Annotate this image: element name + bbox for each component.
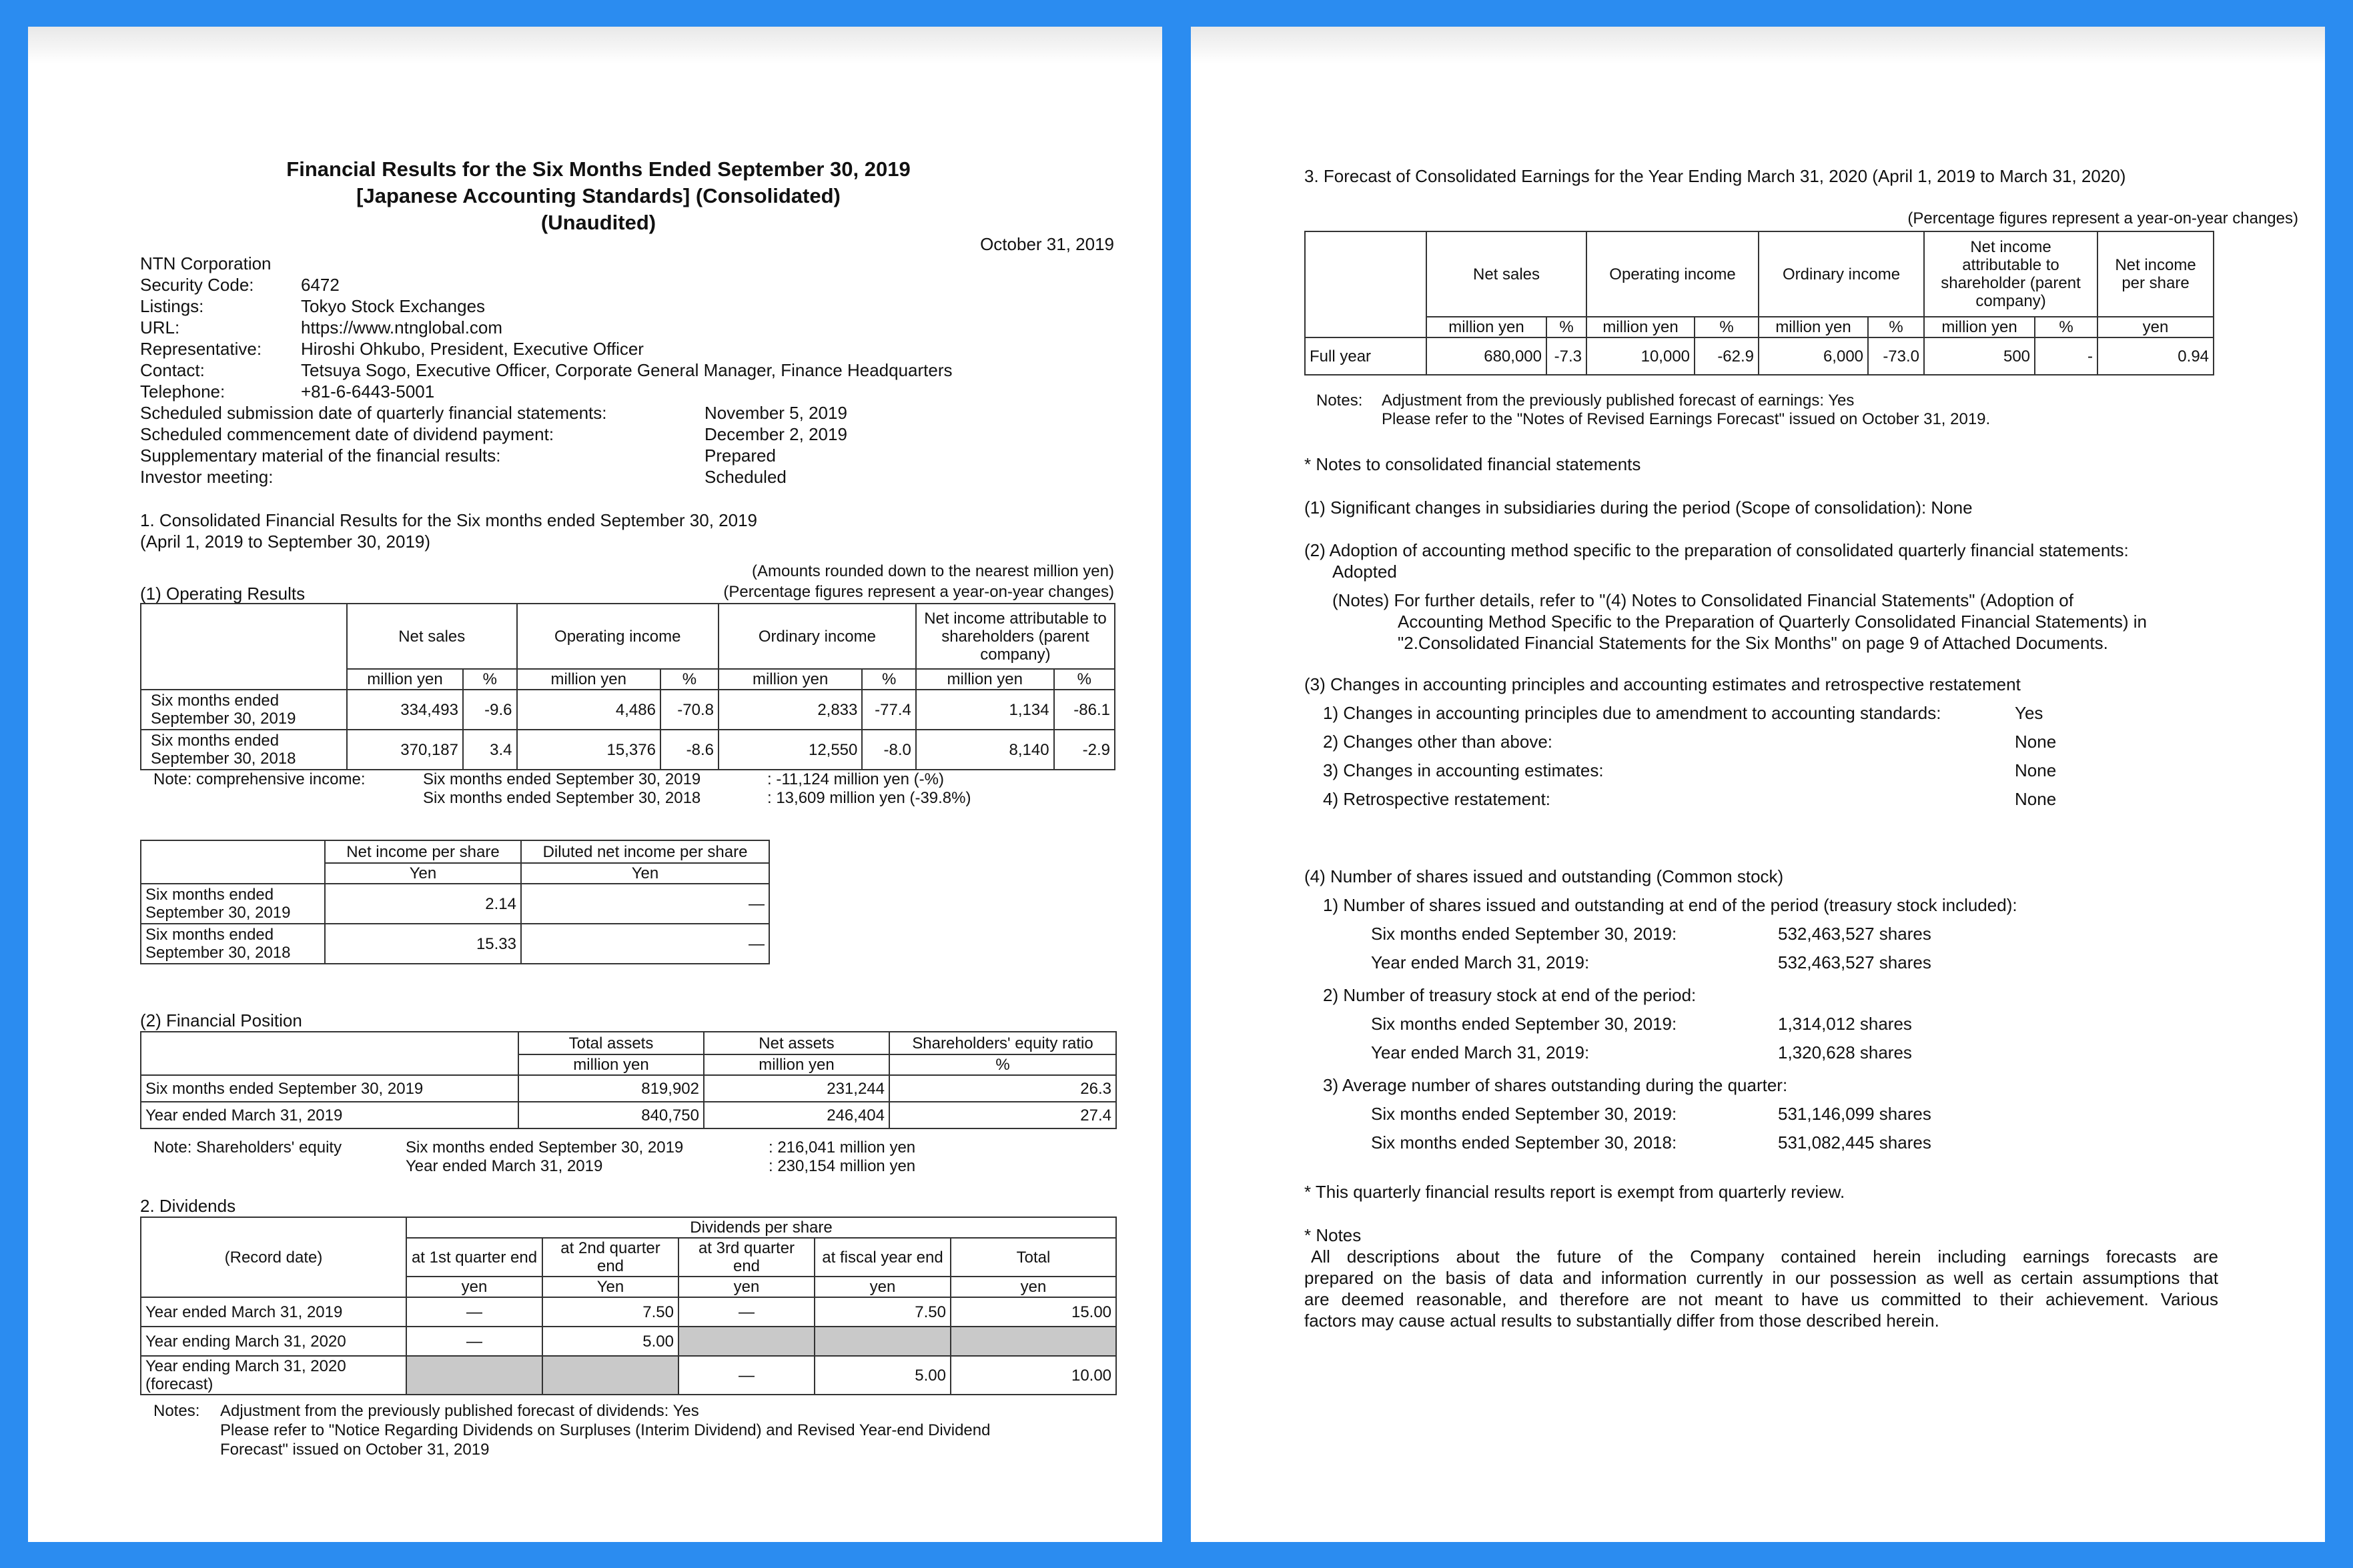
- unit-cell: million yen: [719, 669, 862, 690]
- cell: 1,134: [916, 690, 1054, 730]
- note-2a: (2) Adoption of accounting method specific to the preparation of consolidated quarterly financial statements:: [1304, 540, 2129, 560]
- cell: 334,493: [347, 690, 463, 730]
- dividends-table: [140, 1217, 1117, 1395]
- col-header: Operating income: [517, 604, 719, 669]
- cell: 819,902: [518, 1075, 704, 1102]
- schedule-label: Scheduled submission date of quarterly financial statements:: [140, 403, 607, 423]
- shares-label: Six months ended September 30, 2019:: [1371, 924, 1677, 944]
- col-header: Net sales: [347, 604, 517, 669]
- comprehensive-note-key: Six months ended September 30, 2018: [423, 789, 701, 807]
- info-label: Security Code:: [140, 275, 254, 295]
- cell: -8.0: [862, 730, 916, 770]
- dividends-title: 2. Dividends: [140, 1196, 236, 1216]
- row-label: Six months ended September 30, 2018: [141, 924, 325, 964]
- amounts-note: (Amounts rounded down to the nearest million yen): [752, 562, 1114, 580]
- title-line-3: (Unaudited): [540, 211, 656, 234]
- table-row: [141, 1075, 1116, 1102]
- forecast-notes-label: Notes:: [1316, 391, 1363, 410]
- shares-value: 532,463,527 shares: [1778, 924, 1931, 944]
- unit-cell: %: [1054, 669, 1115, 690]
- unit-cell: %: [1695, 317, 1759, 337]
- pct-note: (Percentage figures represent a year-on-year changes): [723, 583, 1114, 601]
- forecast-title: 3. Forecast of Consolidated Earnings for the Year Ending March 31, 2020 (April 1, 2019 to March 31, 2020): [1304, 166, 2126, 186]
- unit-cell: million yen: [916, 669, 1054, 690]
- cell: —: [678, 1297, 815, 1327]
- table-row: [141, 1297, 1116, 1327]
- cell: 3.4: [463, 730, 517, 770]
- shaded-cell: [542, 1356, 678, 1395]
- corner-cell: [141, 1032, 518, 1075]
- shaded-cell: [815, 1327, 951, 1356]
- corner-cell: [141, 604, 347, 690]
- record-date-header: (Record date): [141, 1217, 406, 1297]
- left-page: [28, 27, 1162, 1542]
- col-header: Operating income: [1586, 231, 1759, 317]
- cell: 7.50: [815, 1297, 951, 1327]
- note-1: (1) Significant changes in subsidiaries during the period (Scope of consolidation): None: [1304, 498, 1973, 518]
- cell: 15,376: [517, 730, 660, 770]
- unit-cell: Yen: [542, 1277, 678, 1297]
- schedule-label: Investor meeting:: [140, 467, 274, 487]
- forecast-table: [1304, 231, 2214, 375]
- comprehensive-note-value: : 13,609 million yen (-39.8%): [767, 789, 971, 807]
- notes2-title: * Notes: [1304, 1225, 1362, 1245]
- equity-note-value: : 216,041 million yen: [769, 1138, 916, 1156]
- eps-table: [140, 840, 770, 964]
- comprehensive-note-key: Six months ended September 30, 2019: [423, 770, 701, 788]
- col-header: Total: [951, 1238, 1116, 1277]
- col-header: Net income attributable to shareholders (parent company): [916, 604, 1115, 669]
- info-value: 6472: [301, 275, 340, 295]
- forecast-pct-note: (Percentage figures represent a year-on-year changes): [1907, 209, 2298, 227]
- dividends-notes-label: Notes:: [153, 1402, 200, 1420]
- cell: 6,000: [1759, 337, 1868, 375]
- shaded-cell: [406, 1356, 542, 1395]
- cell: 2,833: [719, 690, 862, 730]
- equity-note-key: Six months ended September 30, 2019: [406, 1138, 684, 1156]
- cell: 680,000: [1426, 337, 1546, 375]
- unit-cell: %: [463, 669, 517, 690]
- cell: 7.50: [542, 1297, 678, 1327]
- table-row: [141, 1102, 1116, 1128]
- note-3-item-value: None: [2015, 732, 2057, 752]
- unit-cell: Yen: [521, 863, 769, 884]
- schedule-value: Scheduled: [704, 467, 787, 487]
- report-date: October 31, 2019: [980, 234, 1114, 254]
- unit-cell: %: [660, 669, 719, 690]
- row-label: Year ending March 31, 2020: [141, 1327, 406, 1356]
- shares-value: 531,082,445 shares: [1778, 1132, 1931, 1152]
- dividends-note-2: Please refer to "Notice Regarding Dividends on Surpluses (Interim Dividend) and Revised Year-end Dividend: [220, 1421, 991, 1439]
- cell: 15.33: [325, 924, 521, 964]
- note-4: (4) Number of shares issued and outstanding (Common stock): [1304, 866, 1784, 886]
- unit-cell: yen: [406, 1277, 542, 1297]
- notes2-body-line: All descriptions about the future of the Company contained herein including earnings forecasts are: [1311, 1247, 2218, 1267]
- notes-title: * Notes to consolidated financial statements: [1304, 454, 1641, 474]
- table-row: [141, 690, 1115, 730]
- col-header: Diluted net income per share: [521, 840, 769, 863]
- col-header: Shareholders' equity ratio: [889, 1032, 1116, 1054]
- shares-value: 531,146,099 shares: [1778, 1104, 1931, 1124]
- info-label: URL:: [140, 317, 180, 337]
- financial-position-table: [140, 1031, 1117, 1129]
- note-4-3: 3) Average number of shares outstanding during the quarter:: [1323, 1075, 1788, 1095]
- cell: 15.00: [951, 1297, 1116, 1327]
- cell: 5.00: [542, 1327, 678, 1356]
- cell: —: [406, 1297, 542, 1327]
- dividends-note-1: Adjustment from the previously published forecast of dividends: Yes: [220, 1402, 699, 1420]
- exempt-note: * This quarterly financial results report is exempt from quarterly review.: [1304, 1182, 1845, 1202]
- comprehensive-note-value: : -11,124 million yen (-%): [767, 770, 944, 788]
- cell: 840,750: [518, 1102, 704, 1128]
- table-row: [141, 924, 769, 964]
- notes2-body-line: factors may cause actual results to substantially differ from those described herein.: [1304, 1311, 1939, 1331]
- note-3-item-label: 2) Changes other than above:: [1323, 732, 1553, 752]
- table-row: [1305, 337, 2214, 375]
- cell: 0.94: [2097, 337, 2214, 375]
- col-header: Net income per share: [325, 840, 521, 863]
- cell: -: [2035, 337, 2097, 375]
- cell: —: [521, 924, 769, 964]
- table-row: [141, 1327, 1116, 1356]
- note-4-1: 1) Number of shares issued and outstanding at end of the period (treasury stock included):: [1323, 895, 2017, 915]
- info-value: Tetsuya Sogo, Executive Officer, Corporate General Manager, Finance Headquarters: [301, 360, 953, 380]
- unit-cell: %: [1868, 317, 1924, 337]
- info-label: Telephone:: [140, 381, 225, 402]
- cell: —: [406, 1327, 542, 1356]
- shares-value: 1,320,628 shares: [1778, 1042, 1912, 1062]
- unit-cell: million yen: [347, 669, 463, 690]
- unit-cell: %: [2035, 317, 2097, 337]
- unit-cell: million yen: [1586, 317, 1695, 337]
- row-label: Year ending March 31, 2020 (forecast): [141, 1356, 406, 1395]
- schedule-label: Supplementary material of the financial results:: [140, 446, 501, 466]
- note-3-item-label: 1) Changes in accounting principles due to amendment to accounting standards:: [1323, 703, 1941, 723]
- shares-label: Year ended March 31, 2019:: [1371, 1042, 1590, 1062]
- info-label: Representative:: [140, 339, 262, 359]
- row-label: Year ended March 31, 2019: [141, 1102, 518, 1128]
- col-header: at 1st quarter end: [406, 1238, 542, 1277]
- forecast-note-1: Adjustment from the previously published forecast of earnings: Yes: [1382, 391, 1855, 410]
- note-3-item-value: Yes: [2015, 703, 2043, 723]
- equity-note-label: Note: Shareholders' equity: [153, 1138, 342, 1156]
- cell: -77.4: [862, 690, 916, 730]
- shares-label: Six months ended September 30, 2019:: [1371, 1014, 1677, 1034]
- dividends-per-share-header: Dividends per share: [406, 1217, 1116, 1238]
- unit-cell: %: [889, 1054, 1116, 1075]
- cell: 2.14: [325, 884, 521, 924]
- cell: —: [521, 884, 769, 924]
- unit-cell: million yen: [1426, 317, 1546, 337]
- cell: 10,000: [1586, 337, 1695, 375]
- cell: 8,140: [916, 730, 1054, 770]
- notes2-body-line: prepared on the basis of data and information currently in our possession as well as certain assumptions that: [1304, 1268, 2218, 1288]
- note-2b: Adopted: [1332, 562, 1397, 582]
- cell: 5.00: [815, 1356, 951, 1395]
- info-value: Tokyo Stock Exchanges: [301, 296, 486, 316]
- row-label: Six months ended September 30, 2018: [141, 730, 347, 770]
- note-2-notes-1: (Notes) For further details, refer to "(4) Notes to Consolidated Financial Statements" (Adoption of: [1332, 590, 2073, 610]
- cell: 27.4: [889, 1102, 1116, 1128]
- unit-cell: yen: [951, 1277, 1116, 1297]
- corner-cell: [141, 840, 325, 884]
- note-3-item-value: None: [2015, 789, 2057, 809]
- shares-label: Six months ended September 30, 2018:: [1371, 1132, 1677, 1152]
- table-row: [141, 884, 769, 924]
- financial-position-title: (2) Financial Position: [140, 1010, 302, 1030]
- info-label: Listings:: [140, 296, 204, 316]
- shaded-cell: [951, 1327, 1116, 1356]
- cell: -2.9: [1054, 730, 1115, 770]
- cell: -70.8: [660, 690, 719, 730]
- col-header: at 2nd quarter end: [542, 1238, 678, 1277]
- forecast-note-2: Please refer to the "Notes of Revised Earnings Forecast" issued on October 31, 2019.: [1382, 410, 1991, 428]
- col-header: at fiscal year end: [815, 1238, 951, 1277]
- unit-cell: yen: [2097, 317, 2214, 337]
- unit-cell: yen: [678, 1277, 815, 1297]
- col-header: at 3rd quarter end: [678, 1238, 815, 1277]
- title-line-1: Financial Results for the Six Months Ended September 30, 2019: [286, 157, 911, 181]
- cell: 500: [1924, 337, 2035, 375]
- shares-label: Year ended March 31, 2019:: [1371, 952, 1590, 972]
- cell: -62.9: [1695, 337, 1759, 375]
- unit-cell: yen: [815, 1277, 951, 1297]
- cell: -73.0: [1868, 337, 1924, 375]
- cell: 26.3: [889, 1075, 1116, 1102]
- page-shade: [1191, 27, 2325, 63]
- table-row: [141, 730, 1115, 770]
- info-label: Contact:: [140, 360, 205, 380]
- cell: 12,550: [719, 730, 862, 770]
- company-name: NTN Corporation: [140, 253, 272, 273]
- cell: —: [678, 1356, 815, 1395]
- info-value: Hiroshi Ohkubo, President, Executive Officer: [301, 339, 644, 359]
- note-3-item-label: 4) Retrospective restatement:: [1323, 789, 1551, 809]
- col-header: Net income attributable to shareholder (parent company): [1924, 231, 2097, 317]
- note-4-2: 2) Number of treasury stock at end of the period:: [1323, 985, 1697, 1005]
- notes2-body-line: are deemed reasonable, and therefore are not meant to have us committed to their achievement. Various: [1304, 1289, 2218, 1309]
- section1-period: (April 1, 2019 to September 30, 2019): [140, 532, 431, 552]
- shares-value: 1,314,012 shares: [1778, 1014, 1912, 1034]
- info-value: +81-6-6443-5001: [301, 381, 435, 402]
- unit-cell: Yen: [325, 863, 521, 884]
- page-shade: [28, 27, 1162, 63]
- cell: 231,244: [704, 1075, 889, 1102]
- title-line-2: [Japanese Accounting Standards] (Consolidated): [356, 184, 841, 207]
- note-2-notes-3: "2.Consolidated Financial Statements for the Six Months" on page 9 of Attached Documents.: [1398, 633, 2108, 653]
- equity-note-value: : 230,154 million yen: [769, 1157, 916, 1175]
- col-header: Net income per share: [2097, 231, 2214, 317]
- col-header: Ordinary income: [719, 604, 916, 669]
- row-label: Year ended March 31, 2019: [141, 1297, 406, 1327]
- operating-results-table: [140, 603, 1115, 770]
- right-page: [1191, 27, 2325, 1542]
- schedule-value: December 2, 2019: [704, 424, 847, 444]
- shares-label: Six months ended September 30, 2019:: [1371, 1104, 1677, 1124]
- equity-note-key: Year ended March 31, 2019: [406, 1157, 603, 1175]
- cell: 4,486: [517, 690, 660, 730]
- schedule-value: Prepared: [704, 446, 776, 466]
- unit-cell: million yen: [704, 1054, 889, 1075]
- shares-value: 532,463,527 shares: [1778, 952, 1931, 972]
- cell: 246,404: [704, 1102, 889, 1128]
- unit-cell: million yen: [1924, 317, 2035, 337]
- note-3-item-value: None: [2015, 760, 2057, 780]
- schedule-value: November 5, 2019: [704, 403, 847, 423]
- unit-cell: %: [862, 669, 916, 690]
- comprehensive-note-label: Note: comprehensive income:: [153, 770, 366, 788]
- dividends-note-3: Forecast" issued on October 31, 2019: [220, 1441, 490, 1459]
- section1-title: 1. Consolidated Financial Results for the Six months ended September 30, 2019: [140, 510, 757, 530]
- info-value: https://www.ntnglobal.com: [301, 317, 503, 337]
- shaded-cell: [678, 1327, 815, 1356]
- corner-cell: [1305, 231, 1426, 337]
- row-label: Six months ended September 30, 2019: [141, 884, 325, 924]
- cell: 370,187: [347, 730, 463, 770]
- unit-cell: million yen: [1759, 317, 1868, 337]
- unit-cell: %: [1546, 317, 1586, 337]
- unit-cell: million yen: [518, 1054, 704, 1075]
- row-label: Six months ended September 30, 2019: [141, 690, 347, 730]
- cell: -8.6: [660, 730, 719, 770]
- cell: -86.1: [1054, 690, 1115, 730]
- note-3-item-label: 3) Changes in accounting estimates:: [1323, 760, 1604, 780]
- cell: 10.00: [951, 1356, 1116, 1395]
- col-header: Net assets: [704, 1032, 889, 1054]
- unit-cell: million yen: [517, 669, 660, 690]
- row-label: Six months ended September 30, 2019: [141, 1075, 518, 1102]
- schedule-label: Scheduled commencement date of dividend payment:: [140, 424, 554, 444]
- row-label: Full year: [1305, 337, 1426, 375]
- cell: -9.6: [463, 690, 517, 730]
- cell: -7.3: [1546, 337, 1586, 375]
- note-2-notes-2: Accounting Method Specific to the Preparation of Quarterly Consolidated Financial Statements) in: [1398, 612, 2147, 632]
- col-header: Total assets: [518, 1032, 704, 1054]
- col-header: Net sales: [1426, 231, 1586, 317]
- col-header: Ordinary income: [1759, 231, 1924, 317]
- note-3: (3) Changes in accounting principles and accounting estimates and retrospective restatement: [1304, 674, 2021, 694]
- table-row: [141, 1356, 1116, 1395]
- operating-results-title: (1) Operating Results: [140, 584, 306, 604]
